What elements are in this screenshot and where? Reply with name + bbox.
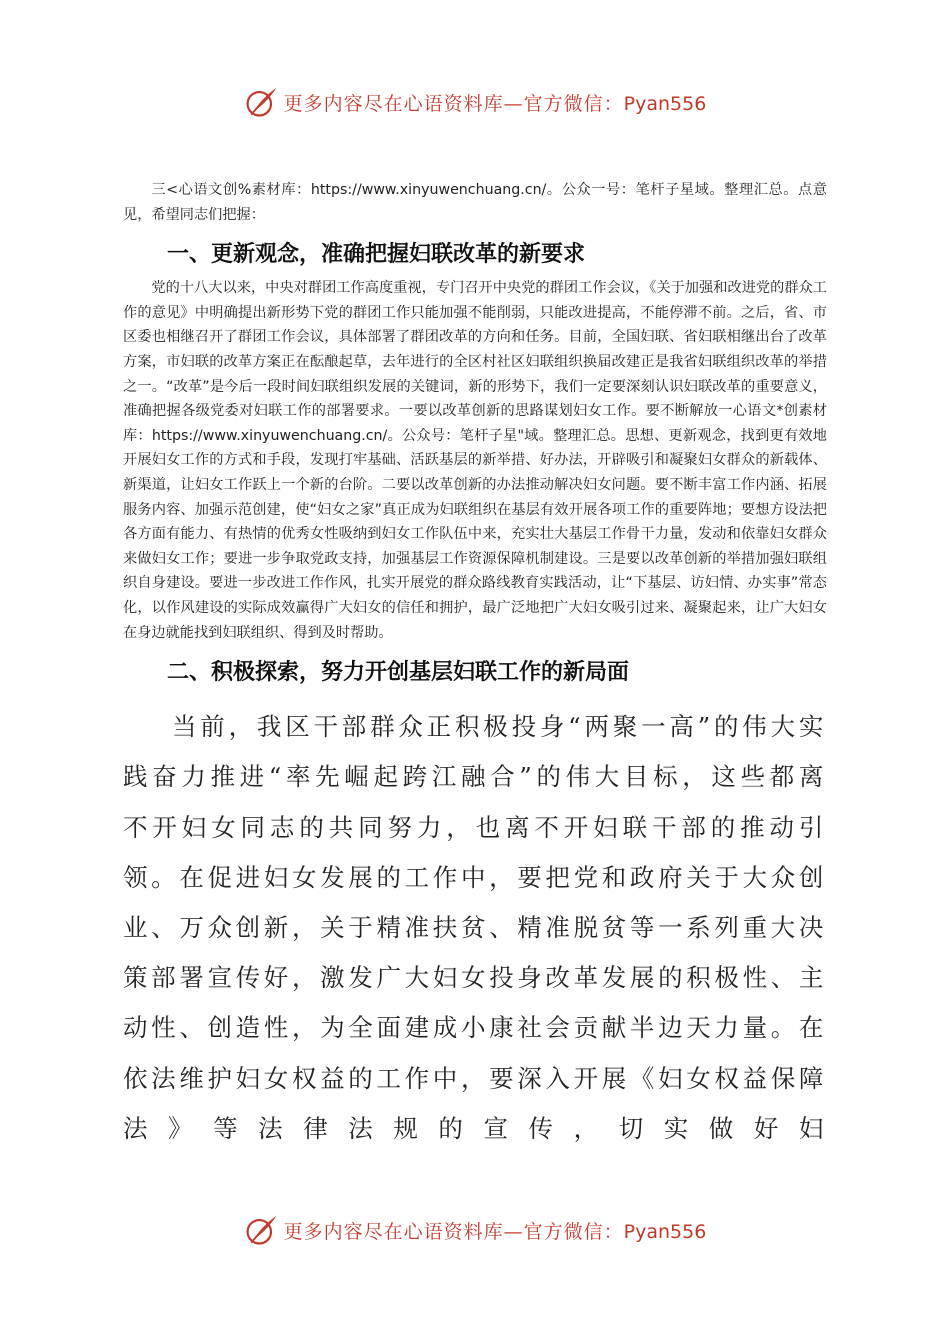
- quill-logo-icon: [244, 84, 280, 120]
- section-2-paragraph: 当前，我区干部群众正积极投身“两聚一高”的伟大实践奋力推进“率先崛起跨江融合”的伟大目标，这些都离不开妇女同志的共同努力，也离不开妇联干部的推动引领。在促进妇女发展的工作中，要把党和政府关于大众创业、万众创新，关于精准扶贫、精准脱贫等一系列重大决策部署宣传好，激发广大妇女投身改革发展的积极性、主动性、创造性，为全面建成小康社会贡献半边天力量。在依法维护妇女权益的工作中，要深入开展《妇女权益保障法》等法律法规的宣传，切实做好妇: [123, 712, 827, 1143]
- document-body: [123, 178, 827, 1154]
- section-2-heading: 二、积极探索，努力开创基层妇联工作的新局面: [167, 660, 630, 686]
- section-1-paragraph: 党的十八大以来，中央对群团工作高度重视，专门召开中央党的群团工作会议，《关于加强和改进党的群众工作的意见》中明确提出新形势下党的群团工作只能加强不能削弱，只能改进提高，不能停滞不前。之后，省、市区委也相继召开了群团工作会议，具体部署了群团改革的方向和任务。目前，全国妇联、省妇联相继出台了改革方案，市妇联的改革方案正在酝酿起草，去年进行的全区村社区妇联组织换届改建正是我省妇联组织改革的举措之一。“改革”是今后一段时间妇联组织发展的关键词，新的形势下，我们一定要深刻认识妇联改革的重要意义，准确把握各级党委对妇联工作的部署要求。一要以改革创新的思路谋划妇女工作。要不断解放一心语文*创素材库：https://www.xinyuwenchuang.cn/。公众号：笔杆子星"域。整理汇总。思想、更新观念，找到更有效地开展妇女工作的方式和手段，发现打牢基础、活跃基层的新举措、好办法，开辟吸引和凝聚妇女群众的新载体、新渠道，让妇女工作跃上一个新的台阶。二要以改革创新的办法推动解决妇女问题。要不断丰富工作内涵、拓展服务内容、加强示范创建，使“妇女之家”真正成为妇联组织在基层有效开展各项工作的重要阵地；要想方设法把各方面有能力、有热情的优秀女性吸纳到妇女工作队伍中来，充实壮大基层工作骨干力量，发动和依靠妇女群众来做妇女工作；要进一步争取党政支持，加强基层工作资源保障机制建设。三是要以改革创新的举措加强妇联组织自身建设。要进一步改进工作作风，扎实开展党的群众路线教育实践活动，让“下基层、访妇情、办实事”常态化，以作风建设的实际成效赢得广大妇女的信任和拥护，最广泛地把广大妇女吸引过来、凝聚起来，让广大妇女在身边就能找到妇联组织、得到及时帮助。: [123, 280, 827, 641]
- section-1-heading: 一、更新观念，准确把握妇联改革的新要求: [167, 242, 586, 268]
- header-banner: [0, 82, 950, 122]
- footer-banner-text: 更多内容尽在心语资料库—官方微信：Pyan556: [283, 1220, 707, 1243]
- header-banner-text: 更多内容尽在心语资料库—官方微信：Pyan556: [283, 92, 707, 115]
- intro-paragraph: 三<心语文创%素材库：https://www.xinyuwenchuang.cn/。公众一号：笔杆子星域。整理汇总。点意见，希望同志们把握：: [123, 182, 827, 223]
- footer-banner: [0, 1210, 950, 1250]
- quill-logo-icon: [244, 1212, 280, 1248]
